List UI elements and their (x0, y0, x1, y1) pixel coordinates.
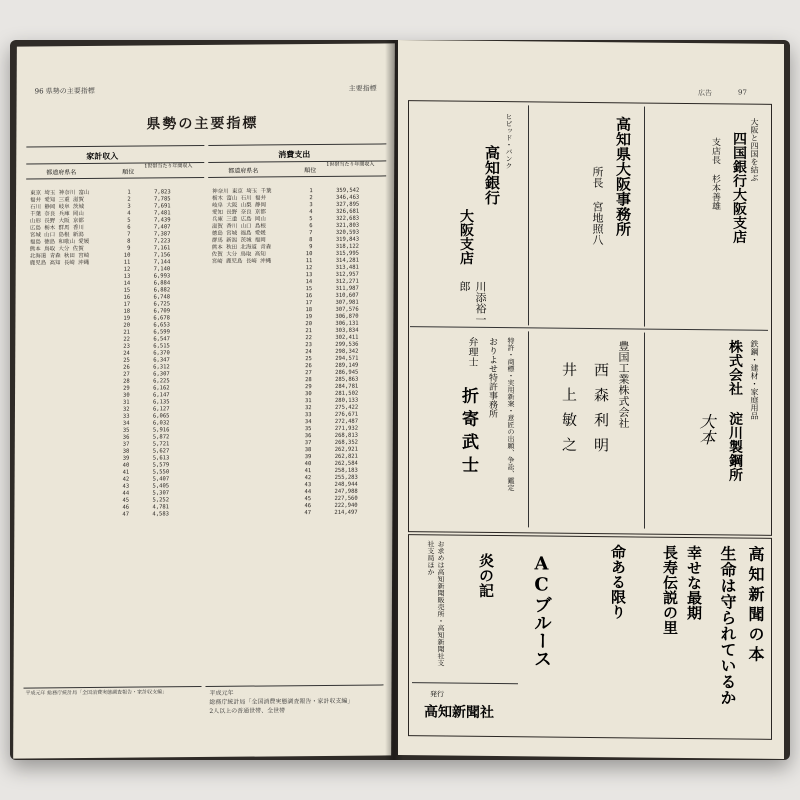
ad-yodogawa-signature: 大本 (697, 413, 716, 446)
expense-rank-column: 1 2 3 4 5 6 7 8 9 10 11 12 13 14 15 16 17 18 19 20 21 22 23 24 25 26 27 28 29 30 31 32 33 34 35 36 37 38 39 40 41 42 43 44 45 46 47 (304, 181, 318, 524)
ad-office-person: 所長 宮地照八 (591, 166, 604, 246)
footnote-left (25, 689, 195, 697)
ad-shikoku-tagline: 大阪と四国を結ぶ (750, 117, 759, 182)
ad-shikoku-bank (644, 107, 769, 328)
ad-yodogawa-company: 株式会社 淀川製鋼所 (727, 339, 743, 482)
pub-publisher-name: 高知新聞社 (424, 704, 494, 721)
right-page-number: 97 (738, 88, 747, 97)
pub-book-2: 幸せな最期 (685, 544, 703, 621)
ad-toyokuni (528, 331, 639, 528)
ad-toyokuni-person1: 西森利明 (592, 362, 610, 463)
footnote-year: 平成元年 (209, 689, 234, 697)
pub-book-1: 生命は守られているか (718, 545, 737, 706)
ad-toyokuni-company: 豊国工業株式会社 (617, 340, 630, 429)
pub-book-5: ACブルース (531, 553, 552, 668)
ad-toyokuni-person2: 井上敏之 (560, 361, 578, 462)
ad-patent-role: 弁理士 (466, 336, 477, 367)
ad-yodogawa (644, 333, 769, 530)
pub-series-title: 高知新聞の本 (746, 545, 765, 666)
pub-book-6: 炎の記 (477, 552, 495, 598)
ad-kochi-bank (412, 104, 522, 325)
ad-shikoku-company: 四国銀行大阪支店 (731, 131, 747, 244)
expense-table (206, 143, 387, 687)
ad-office-title: 高知県大阪事務所 (614, 116, 632, 237)
pub-contact: お求めは高知新聞販売所・高知新聞社支社支局ほか (427, 540, 445, 667)
ad-patent-services: 特許・商標・実用新案・意匠の出願、争訟、鑑定 (507, 337, 515, 492)
ad-kochi-bank-person: 川添裕一郎 (458, 280, 487, 325)
expense-prefecture-column: 神奈川 東京 埼玉 千葉 栃木 富山 石川 福井 岐阜 大阪 山梨 静岡 愛知 長野 奈良 京都 兵庫 三重 広島 岡山 滋賀 香川 山口 島根 徳島 宮城 福島 愛媛 群馬 新潟 茨城 福岡 熊本 秋田 北海道 青森 佐賀 大分 鳥取 高知 宮崎 鹿児島 長崎 沖縄 (211, 181, 272, 272)
pub-book-4: 命ある限り (609, 544, 627, 620)
page-title: 県勢の主要指標 (146, 115, 259, 133)
footnote-right (209, 687, 381, 716)
expense-col-rank: 順位 (304, 167, 317, 175)
right-page (398, 40, 784, 759)
ad-kochi-bank-branch: 大阪支店 (458, 208, 474, 265)
expense-section-title: 消費支出 (278, 149, 311, 160)
income-prefecture-column: 東京 埼玉 神奈川 富山 福井 愛知 三重 滋賀 石川 静岡 岐阜 茨城 千葉 奈良 兵庫 岡山 山形 長野 大阪 京都 広島 栃木 群馬 香川 宮城 山口 島根 新潟 福島 徳島 和歌山 愛媛 熊本 鳥取 大分 佐賀 北海道 青森 秋田 宮崎 鹿児島 高知 長崎 沖縄 (29, 183, 90, 274)
ad-patent-office-name: おりよせ特許事務所 (487, 336, 497, 419)
footnote-left-text: 平成元年 総務庁統計局「全国消費実態調査報告・家計収支編」 (25, 689, 168, 697)
ad-patent-name: 折寄武士 (458, 386, 478, 479)
ad-patent-office (412, 330, 522, 527)
income-section-title: 家計収入 (86, 150, 119, 162)
ad-kochi-osaka-office (528, 105, 639, 326)
expense-col-prefecture: 都道府県名 (228, 167, 259, 175)
footnote-note: 2人以上の普通世帯、全世帯 (209, 707, 286, 715)
pub-publisher-label: 発行 (430, 690, 444, 699)
ad-yodogawa-category: 鉄鋼・建材・家庭用品 (750, 339, 759, 420)
pub-publisher-box (412, 682, 518, 732)
ad-kochi-bank-name: 高知銀行 (483, 144, 501, 206)
income-rank-column: 1 2 3 4 5 6 7 8 9 10 11 12 13 14 15 16 17 18 19 20 21 22 23 24 25 26 27 28 29 30 31 32 33 34 35 36 37 38 39 40 41 42 43 44 45 46 47 (122, 182, 136, 525)
pub-book-3: 長寿伝説の里 (661, 544, 679, 635)
income-table (24, 145, 205, 689)
left-page-header: 96 県勢の主要指標 (34, 86, 95, 96)
left-page-header-right: 主要指標 (348, 84, 377, 93)
ad-kochi-bank-tagline: ヒビッド・バンク (505, 113, 513, 170)
income-col-value: 1世帯当たり年間収入 (144, 163, 193, 170)
right-page-header-label: 広告 (698, 89, 712, 98)
ad-shikoku-person: 支店長 杉本善雄 (710, 137, 720, 211)
left-page (13, 43, 395, 758)
footnote-source: 総務庁統計局「全国消費実態調査報告・家計収支編」 (209, 697, 354, 706)
income-col-prefecture: 都道府県名 (46, 169, 77, 177)
income-value-column: 7,823 7,785 7,691 7,481 7,439 7,407 7,387 7,223 7,161 7,156 7,144 7,140 6,993 6,884 6,882 6,748 6,725 6,709 6,678 6,653 6,599 6,547 6,515 6,370 6,347 6,312 6,307 6,225 6,162 6,147 6,135 6,127 6,065 6,032 5,916 5,872 5,721 5,627 5,613 5,579 5,550 5,407 5,405 5,307 5,252 4,781 4,583 (152, 182, 171, 525)
expense-col-value: 1世帯当たり年間収入 (326, 161, 375, 168)
income-col-rank: 順位 (122, 168, 135, 176)
expense-value-column: 359,542 346,463 327,895 326,681 322,683 321,803 320,593 319,843 318,122 315,995 314,281 313,481 312,957 312,271 311,987 310,607 307,981 307,576 306,870 306,131 303,834 302,411 299,536 298,342 294,571 289,149 286,945 285,863 284,781 281,502 280,133 275,422 276,671 272,487 271,932 268,813 268,352 262,921 262,821 262,584 258,183 255,283 248,944 247,988 227,560 222,940 214,497 (334, 180, 360, 523)
